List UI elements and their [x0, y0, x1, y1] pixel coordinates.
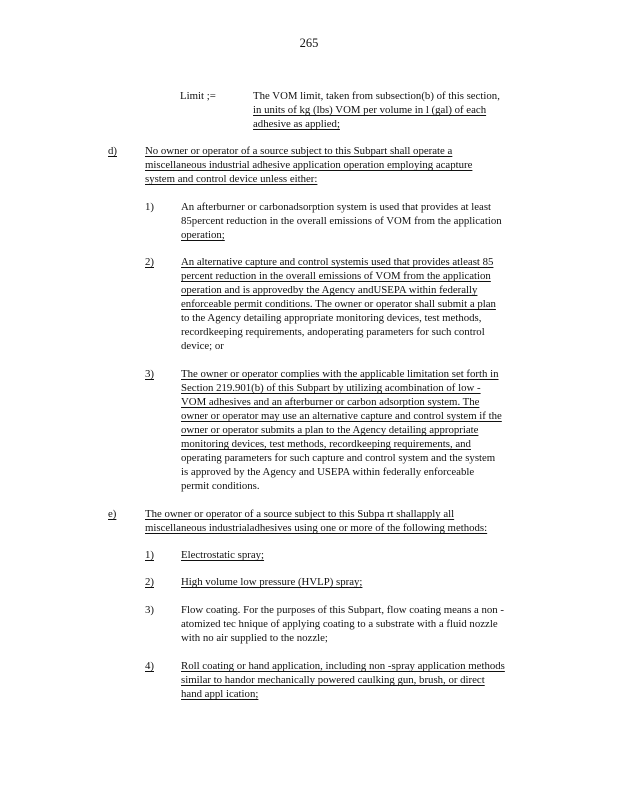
item-line: VOM adhesives and an afterburner or carbon adsorption system. The [181, 396, 480, 408]
item-line: operating parameters for such capture and control system and the system [181, 452, 496, 464]
item-line: High volume low pressure (HVLP) spray; [181, 576, 363, 588]
definition-line: The VOM limit, taken from subsection(b) of this section, [253, 90, 500, 102]
item-line: percent reduction in the overall emissions of VOM from the application [181, 270, 491, 282]
item-line: Section 219.901(b) of this Subpart by utilizing acombination of low - [181, 382, 481, 394]
page-number: 265 [299, 36, 319, 50]
item-line: Roll coating or hand application, including non -spray application methods [181, 660, 505, 672]
paragraph-d-line: system and control device unless either: [145, 173, 318, 185]
item-line: Electrostatic spray; [181, 549, 265, 561]
item-line: owner or operator may use an alternative capture and control system if the [181, 410, 502, 422]
item-line: permit conditions. [181, 480, 260, 492]
item-line: operation; [181, 229, 225, 241]
item-label: 1) [145, 201, 154, 213]
item-line: device; or [181, 340, 224, 352]
item-line: recordkeeping requirements, andoperating parameters for such control [181, 326, 485, 338]
item-line: atomized tec hnique of applying coating to a substrate with a fluid nozzle [181, 618, 498, 630]
definition-line: adhesive as applied; [253, 118, 340, 130]
item-line: enforceable permit conditions. The owner or operator shall submit a plan [181, 298, 496, 310]
item-line: hand appl ication; [181, 688, 259, 700]
paragraph-e-line: miscellaneous industrialadhesives using one or more of the following methods: [145, 522, 488, 534]
item-line: Flow coating. For the purposes of this Subpart, flow coating means a non - [181, 604, 504, 616]
item-label: 2) [145, 576, 154, 588]
paragraph-d-line: miscellaneous industrial adhesive application operation employing acapture [145, 159, 473, 171]
item-line: An afterburner or carbonadsorption system is used that provides at least [181, 201, 492, 213]
item-line: owner or operator submits a plan to the Agency detailing appropriate [181, 424, 479, 436]
paragraph-d-line: No owner or operator of a source subject to this Subpart shall operate a [145, 145, 453, 157]
definition-term: Limit ;= [180, 90, 216, 102]
item-line: The owner or operator complies with the applicable limitation set forth in [181, 368, 499, 380]
paragraph-e-label: e) [108, 508, 117, 520]
item-label: 2) [145, 256, 154, 268]
item-line: with no air supplied to the nozzle; [181, 632, 328, 644]
item-label: 4) [145, 660, 154, 672]
item-label: 3) [145, 604, 154, 616]
item-line: monitoring devices, test methods, recordkeeping requirements, and [181, 438, 471, 450]
definition-line: in units of kg (lbs) VOM per volume in l (gal) of each [253, 104, 487, 116]
item-line: similar to handor mechanically powered caulking gun, brush, or direct [181, 674, 485, 686]
item-line: An alternative capture and control systemis used that provides atleast 85 [181, 256, 494, 268]
item-line: operation and is approvedby the Agency andUSEPA within federally [181, 284, 478, 296]
item-line: is approved by the Agency and USEPA within federally enforceable [181, 466, 475, 478]
paragraph-d-label: d) [108, 145, 117, 157]
item-line: to the Agency detailing appropriate monitoring devices, test methods, [181, 312, 482, 324]
paragraph-e-line: The owner or operator of a source subject to this Subpa rt shallapply all [145, 508, 455, 520]
item-line: 85percent reduction in the overall emissions of VOM from the application [181, 215, 502, 227]
item-label: 1) [145, 549, 154, 561]
item-label: 3) [145, 368, 154, 380]
